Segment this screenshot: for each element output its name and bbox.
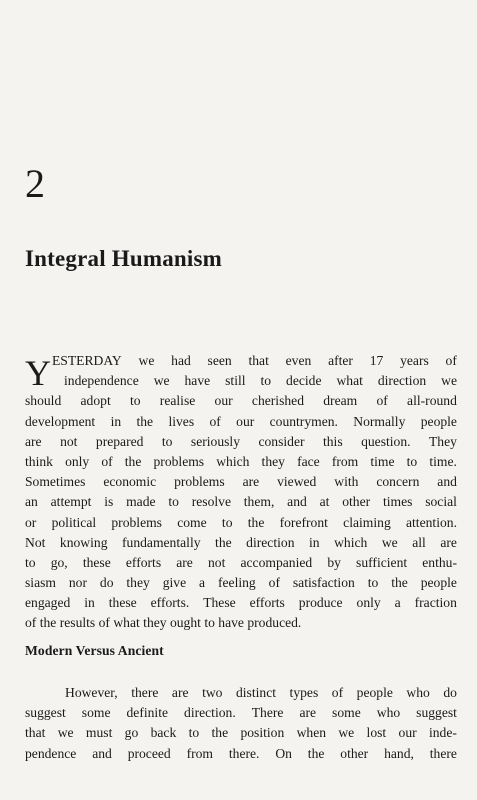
paragraph-line: independence we have still to decide what direction we: [64, 373, 457, 389]
paragraph-line: pendence and proceed from there. On the other hand, there: [25, 745, 457, 761]
dropcap-indented-line: [25, 371, 457, 391]
paragraph-line: to go, these efforts are not accompanied by sufficient enthu-: [25, 554, 457, 570]
chapter-number: 2: [25, 161, 45, 206]
paragraph-line: Sometimes economic problems are viewed with concern and: [25, 474, 457, 490]
paragraph-2: [25, 683, 457, 764]
paragraph-line: suggest some definite direction. There are some who suggest: [25, 705, 457, 721]
paragraph-line: think only of the problems which they face from time to time.: [25, 453, 457, 469]
paragraph-line: engaged in these efforts. These efforts produce only a fraction: [25, 595, 457, 611]
paragraph-line: or political problems come to the forefront claiming attention.: [25, 514, 457, 530]
paragraph-line: However, there are two distinct types of people who do: [65, 685, 457, 700]
drop-cap: Y: [25, 353, 51, 394]
paragraph-line: are not prepared to seriously consider this question. They: [25, 433, 457, 449]
chapter-title: Integral Humanism: [25, 246, 222, 271]
paragraph-line-text: ESTERDAY we had seen that even after 17 years of: [52, 352, 457, 368]
paragraph-line: an attempt is made to resolve them, and at other times social: [25, 494, 457, 510]
first-line-indent: [25, 683, 457, 703]
paragraph-1: [25, 351, 457, 634]
paragraph-line: development in the lives of our countrymen. Normally people: [25, 413, 457, 429]
paragraph-line: Not knowing fundamentally the direction in which we all are: [25, 534, 457, 550]
paragraph-line: should adopt to realise our cherished dream of all-round: [25, 393, 457, 409]
section-heading: Modern Versus Ancient: [25, 643, 164, 658]
paragraph-line: siasm nor do they give a feeling of satisfaction to the people: [25, 575, 457, 591]
paragraph-line: that we must go back to the position when we lost our inde-: [25, 725, 457, 741]
paragraph-line: of the results of what they ought to have produced.: [25, 615, 302, 631]
